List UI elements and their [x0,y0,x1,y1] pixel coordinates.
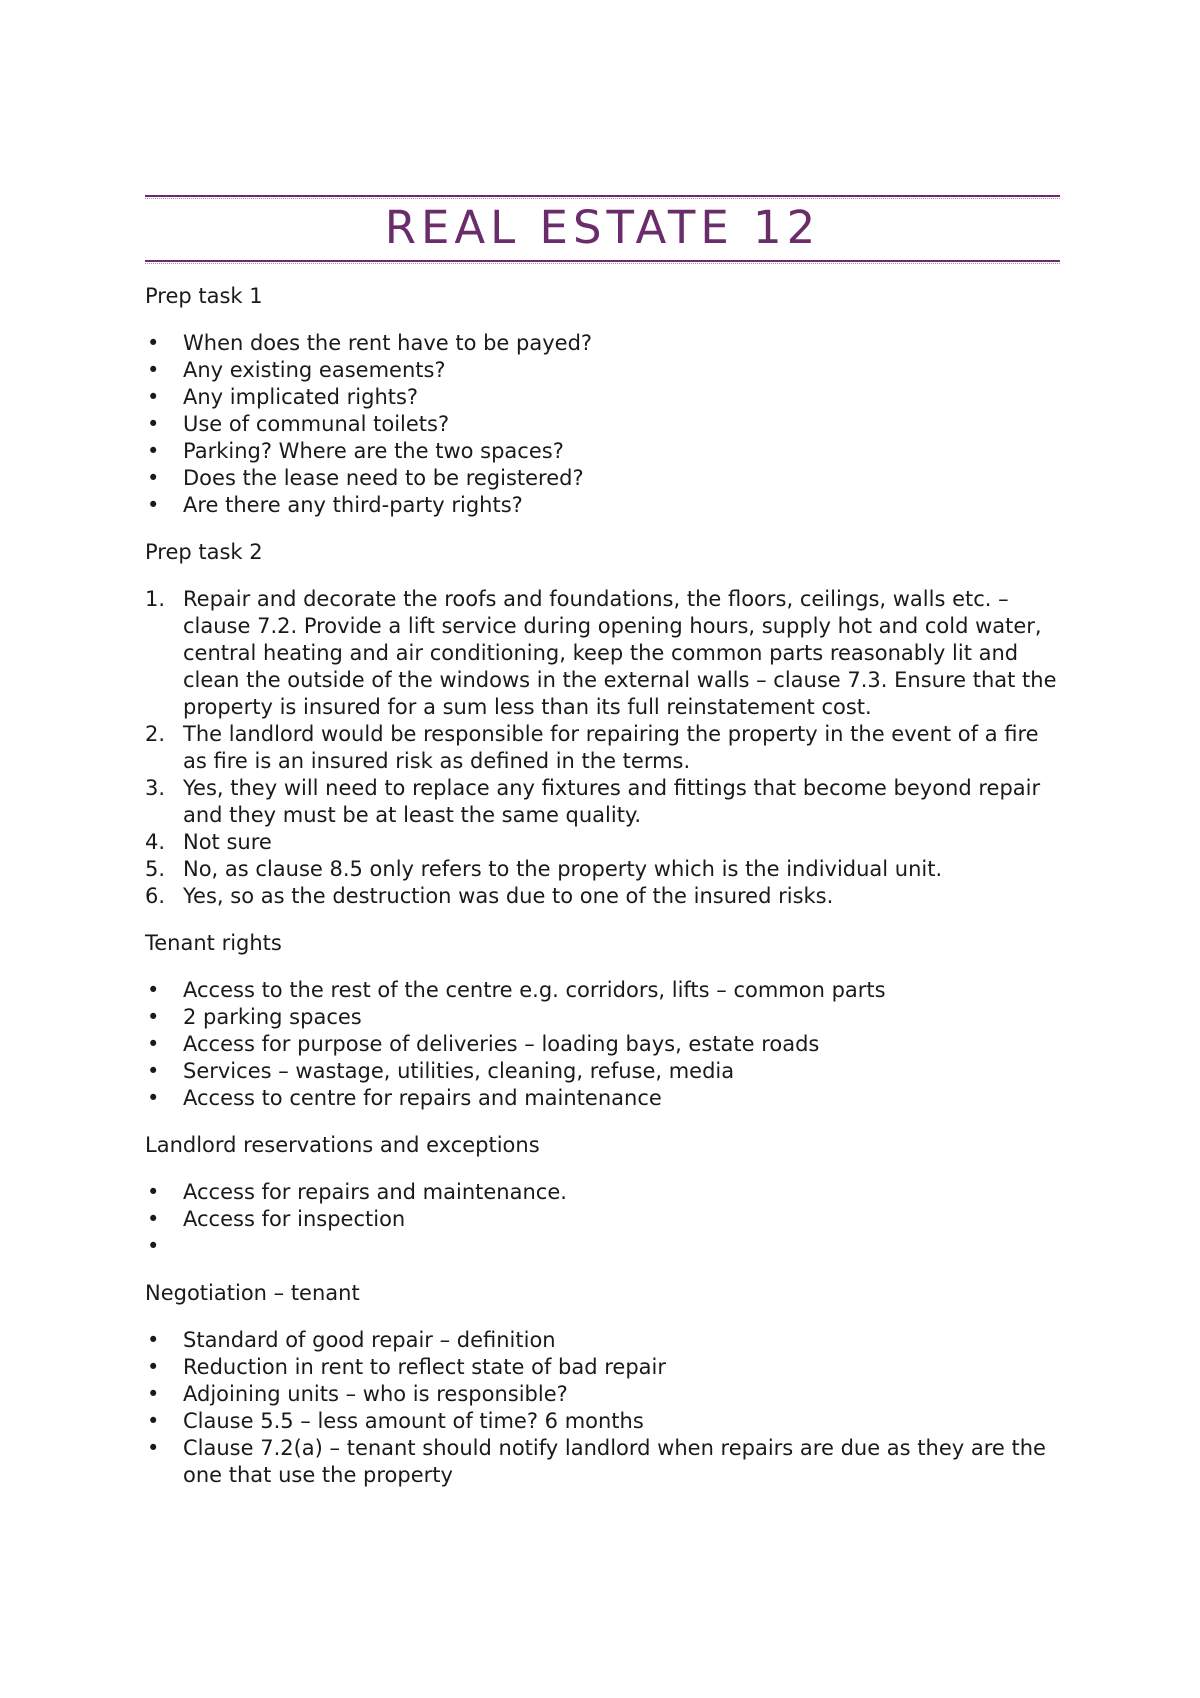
item-text: The landlord would be responsible for repairing the property in the event of a fire as fire is an insured risk as defined in the terms. [183,722,1039,773]
numbered-item [145,586,1060,721]
item-text: Yes, so as the destruction was due to one of the insured risks. [183,884,834,908]
title-bottom-rule [145,260,1060,262]
list-item: • Standard of good repair – definition [145,1327,1060,1354]
section-heading-negotiation-tenant: Negotiation – tenant [145,1281,360,1305]
list-item: • When does the rent have to be payed? [145,330,1060,357]
tenant-rights-list [145,977,1060,1112]
numbered-item [145,883,1060,910]
item-number: 3. [145,776,166,800]
list-item: • Does the lease need to be registered? [145,465,1060,492]
negotiation-tenant-list [145,1327,1060,1489]
numbered-item [145,856,1060,883]
list-item: • Use of communal toilets? [145,411,1060,438]
item-text: Not sure [183,830,272,854]
list-item: • Access for inspection [145,1206,1060,1233]
list-item: • Clause 5.5 – less amount of time? 6 months [145,1408,1060,1435]
numbered-item [145,829,1060,856]
section-heading-landlord-reservations: Landlord reservations and exceptions [145,1133,540,1157]
list-item: • Access for purpose of deliveries – loading bays, estate roads [145,1031,1060,1058]
prep-task-2-list [145,586,1060,910]
item-number: 4. [145,830,166,854]
item-number: 5. [145,857,166,881]
list-item: • Any implicated rights? [145,384,1060,411]
list-item: • Access for repairs and maintenance. [145,1179,1060,1206]
numbered-item [145,721,1060,775]
list-item-empty [145,1233,1060,1260]
section-heading-tenant-rights: Tenant rights [145,931,282,955]
list-item: • Any existing easements? [145,357,1060,384]
item-number: 2. [145,722,166,746]
numbered-item [145,775,1060,829]
list-item: • Parking? Where are the two spaces? [145,438,1060,465]
title-block [145,190,1060,265]
item-text: Yes, they will need to replace any fixtures and fittings that become beyond repair and they must be at least the same quality. [183,776,1041,827]
list-item: • Reduction in rent to reflect state of bad repair [145,1354,1060,1381]
list-item: • Clause 7.2(a) – tenant should notify landlord when repairs are due as they are the one that use the property [145,1435,1060,1489]
document-title: REAL ESTATE 12 [384,201,821,254]
list-item: • Access to centre for repairs and maintenance [145,1085,1060,1112]
item-text: No, as clause 8.5 only refers to the property which is the individual unit. [183,857,943,881]
list-item: • 2 parking spaces [145,1004,1060,1031]
list-item: • Services – wastage, utilities, cleaning, refuse, media [145,1058,1060,1085]
prep-task-1-list [145,330,1060,519]
landlord-reservations-list [145,1179,1060,1260]
item-number: 1. [145,587,166,611]
document-page [145,190,1060,1489]
item-number: 6. [145,884,166,908]
list-item: • Adjoining units – who is responsible? [145,1381,1060,1408]
item-text: Repair and decorate the roofs and foundations, the floors, ceilings, walls etc. – clause 7.2. Provide a lift service during opening hours, supply hot and cold water, central heating and air conditioning, keep the common parts reasonably lit and clean the outside of the windows in the external walls – clause 7.3. Ensure that the property is insured for a sum less than its full reinstatement cost. [183,587,1057,719]
section-heading-prep-task-2: Prep task 2 [145,540,263,564]
list-item: • Are there any third-party rights? [145,492,1060,519]
section-heading-prep-task-1: Prep task 1 [145,284,263,308]
title-top-rule [145,195,1060,197]
list-item: • Access to the rest of the centre e.g. corridors, lifts – common parts [145,977,1060,1004]
